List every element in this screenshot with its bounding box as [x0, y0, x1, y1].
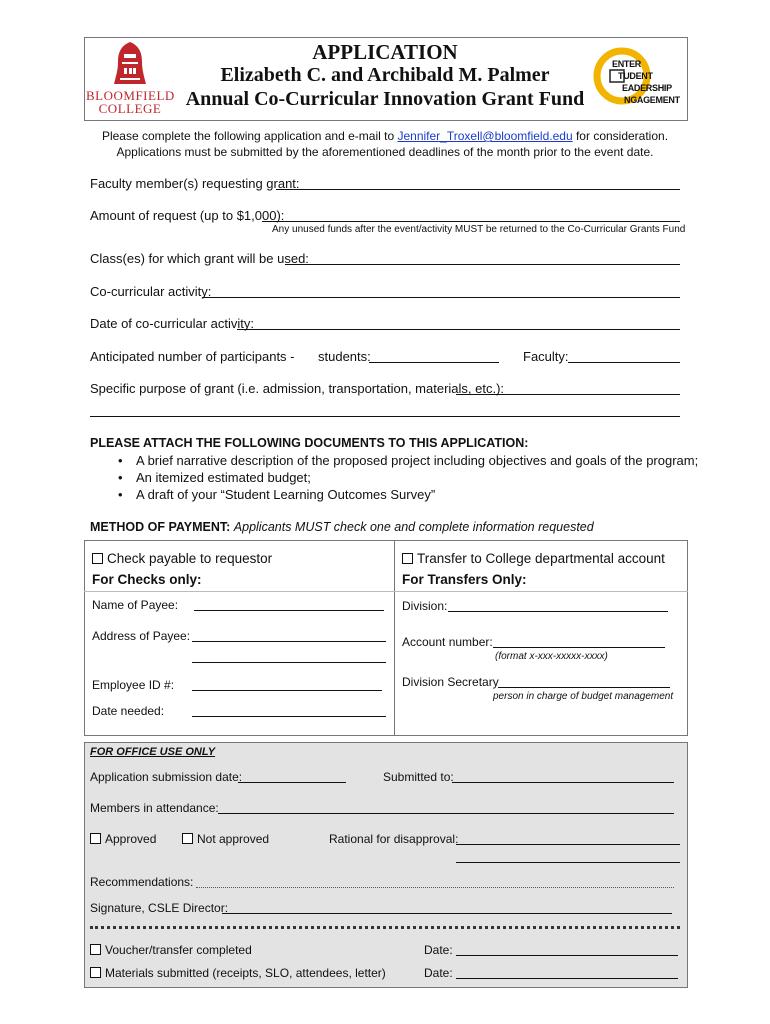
- faculty-count-label: Faculty:: [523, 349, 569, 364]
- approved-checkbox[interactable]: [90, 833, 101, 844]
- intro-after: for consideration. Applications must be submitted by the aforementioned deadlines of the month prior to the event date.: [116, 129, 669, 159]
- check-checkbox[interactable]: [92, 553, 103, 564]
- classes-label: Class(es) for which grant will be used:: [90, 251, 309, 266]
- faculty-field[interactable]: [276, 189, 680, 190]
- attach-item-budget: • An itemized estimated budget;: [118, 469, 698, 486]
- purpose-field[interactable]: [456, 394, 680, 395]
- office-separator: [90, 926, 680, 929]
- division-label: Division:: [402, 599, 448, 613]
- rational-field-line-2[interactable]: [456, 862, 680, 863]
- secretary-label: Division Secretary: [402, 675, 499, 689]
- activity-label: Co-curricular activity:: [90, 284, 212, 299]
- members-field[interactable]: [218, 813, 674, 814]
- not-approved-label: Not approved: [197, 832, 270, 846]
- recommendations-field[interactable]: [196, 887, 674, 888]
- csle-line-2: TUDENT: [618, 71, 653, 81]
- attach-item-narrative: • A brief narrative description of the proposed project including objectives and goals of the program;: [118, 452, 698, 469]
- faculty-label: Faculty member(s) requesting grant:: [90, 176, 300, 191]
- approved-option[interactable]: [90, 832, 156, 846]
- attach-heading: PLEASE ATTACH THE FOLLOWING DOCUMENTS TO THIS APPLICATION:: [90, 436, 529, 450]
- rational-label: Rational for disapproval:: [329, 832, 459, 846]
- date1-label: Date:: [424, 943, 453, 957]
- classes-field[interactable]: [285, 264, 680, 265]
- transfers-subhead: For Transfers Only:: [402, 572, 527, 587]
- payee-field[interactable]: [194, 610, 384, 611]
- voucher-option[interactable]: [90, 943, 252, 957]
- payment-heading: METHOD OF PAYMENT:: [90, 520, 231, 534]
- purpose-field-line-2[interactable]: [90, 416, 680, 417]
- approved-label: Approved: [105, 832, 157, 846]
- submitted-to-label: Submitted to:: [383, 770, 454, 784]
- materials-label: Materials submitted (receipts, SLO, attendees, letter): [105, 966, 386, 980]
- materials-option[interactable]: [90, 966, 386, 980]
- date2-field[interactable]: [456, 978, 678, 979]
- secretary-note: person in charge of budget management: [493, 691, 674, 702]
- page-title: APPLICATION: [312, 40, 458, 64]
- payment-heading-line: [90, 520, 594, 534]
- submission-date-label: Application submission date:: [90, 770, 243, 784]
- participants-label: Anticipated number of participants -: [90, 349, 295, 364]
- date-needed-label: Date needed:: [92, 704, 165, 718]
- employee-id-field[interactable]: [192, 690, 382, 691]
- date-field[interactable]: [237, 329, 680, 330]
- rational-field[interactable]: [456, 844, 680, 845]
- submission-date-field[interactable]: [238, 782, 346, 783]
- division-field[interactable]: [448, 611, 668, 612]
- voucher-label: Voucher/transfer completed: [105, 943, 252, 957]
- payee-label: Name of Payee:: [92, 598, 179, 612]
- address-label: Address of Payee:: [92, 629, 191, 643]
- secretary-field[interactable]: [498, 687, 670, 688]
- account-format-note: (format x-xxx-xxxxx-xxxx): [495, 651, 608, 662]
- employee-id-label: Employee ID #:: [92, 678, 175, 692]
- amount-label: Amount of request (up to $1,000):: [90, 208, 285, 223]
- csle-line-1: ENTER: [612, 59, 642, 69]
- recommendations-label: Recommendations:: [90, 875, 194, 889]
- amount-field[interactable]: [262, 221, 680, 222]
- members-label: Members in attendance:: [90, 801, 219, 815]
- account-field[interactable]: [493, 647, 665, 648]
- page-subtitle-1: Elizabeth C. and Archibald M. Palmer: [220, 64, 550, 86]
- date2-label: Date:: [424, 966, 453, 980]
- office-heading: FOR OFFICE USE ONLY: [90, 746, 216, 758]
- csle-line-4: NGAGEMENT: [624, 95, 680, 105]
- check-option-label: Check payable to requestor: [107, 551, 273, 566]
- transfer-checkbox[interactable]: [402, 553, 413, 564]
- address-field[interactable]: [192, 641, 386, 642]
- check-option[interactable]: [92, 551, 272, 566]
- attach-list: [118, 452, 698, 503]
- payment-instruction: Applicants MUST check one and complete information requested: [233, 520, 594, 534]
- activity-field[interactable]: [202, 297, 680, 298]
- date1-field[interactable]: [456, 955, 678, 956]
- transfer-option-label: Transfer to College departmental account: [417, 551, 665, 566]
- intro-before: Please complete the following application and e-mail to: [101, 129, 398, 143]
- purpose-label: Specific purpose of grant (i.e. admission, transportation, materials, etc.):: [90, 381, 505, 396]
- csle-line-3: EADERSHIP: [622, 83, 672, 93]
- payment-header-divider: [84, 591, 688, 592]
- signature-field[interactable]: [222, 913, 672, 914]
- students-field[interactable]: [369, 362, 499, 363]
- checks-subhead: For Checks only:: [92, 572, 202, 587]
- date-label: Date of co-curricular activity:: [90, 316, 254, 331]
- not-approved-checkbox[interactable]: [182, 833, 193, 844]
- logo-line-1: BLOOMFIELD: [86, 88, 175, 103]
- account-label: Account number:: [402, 635, 493, 649]
- attach-item-survey: • A draft of your “Student Learning Outcomes Survey”: [118, 486, 698, 503]
- contact-email-link[interactable]: Jennifer_Troxell@bloomfield.edu: [397, 129, 573, 143]
- intro-text: [80, 128, 690, 160]
- signature-label: Signature, CSLE Director:: [90, 901, 229, 915]
- not-approved-option[interactable]: [182, 832, 269, 846]
- faculty-count-field[interactable]: [568, 362, 680, 363]
- date-needed-field[interactable]: [192, 716, 386, 717]
- submitted-to-field[interactable]: [452, 782, 674, 783]
- page-subtitle-2: Annual Co-Curricular Innovation Grant Fund: [185, 88, 585, 110]
- materials-checkbox[interactable]: [90, 967, 101, 978]
- transfer-option[interactable]: [402, 551, 665, 566]
- students-label: students:: [318, 349, 371, 364]
- payment-divider: [394, 540, 395, 736]
- address-field-line-2[interactable]: [192, 662, 386, 663]
- logo-line-2: COLLEGE: [98, 101, 162, 116]
- amount-note: Any unused funds after the event/activity MUST be returned to the Co-Curricular Grants Fund: [272, 224, 686, 235]
- voucher-checkbox[interactable]: [90, 944, 101, 955]
